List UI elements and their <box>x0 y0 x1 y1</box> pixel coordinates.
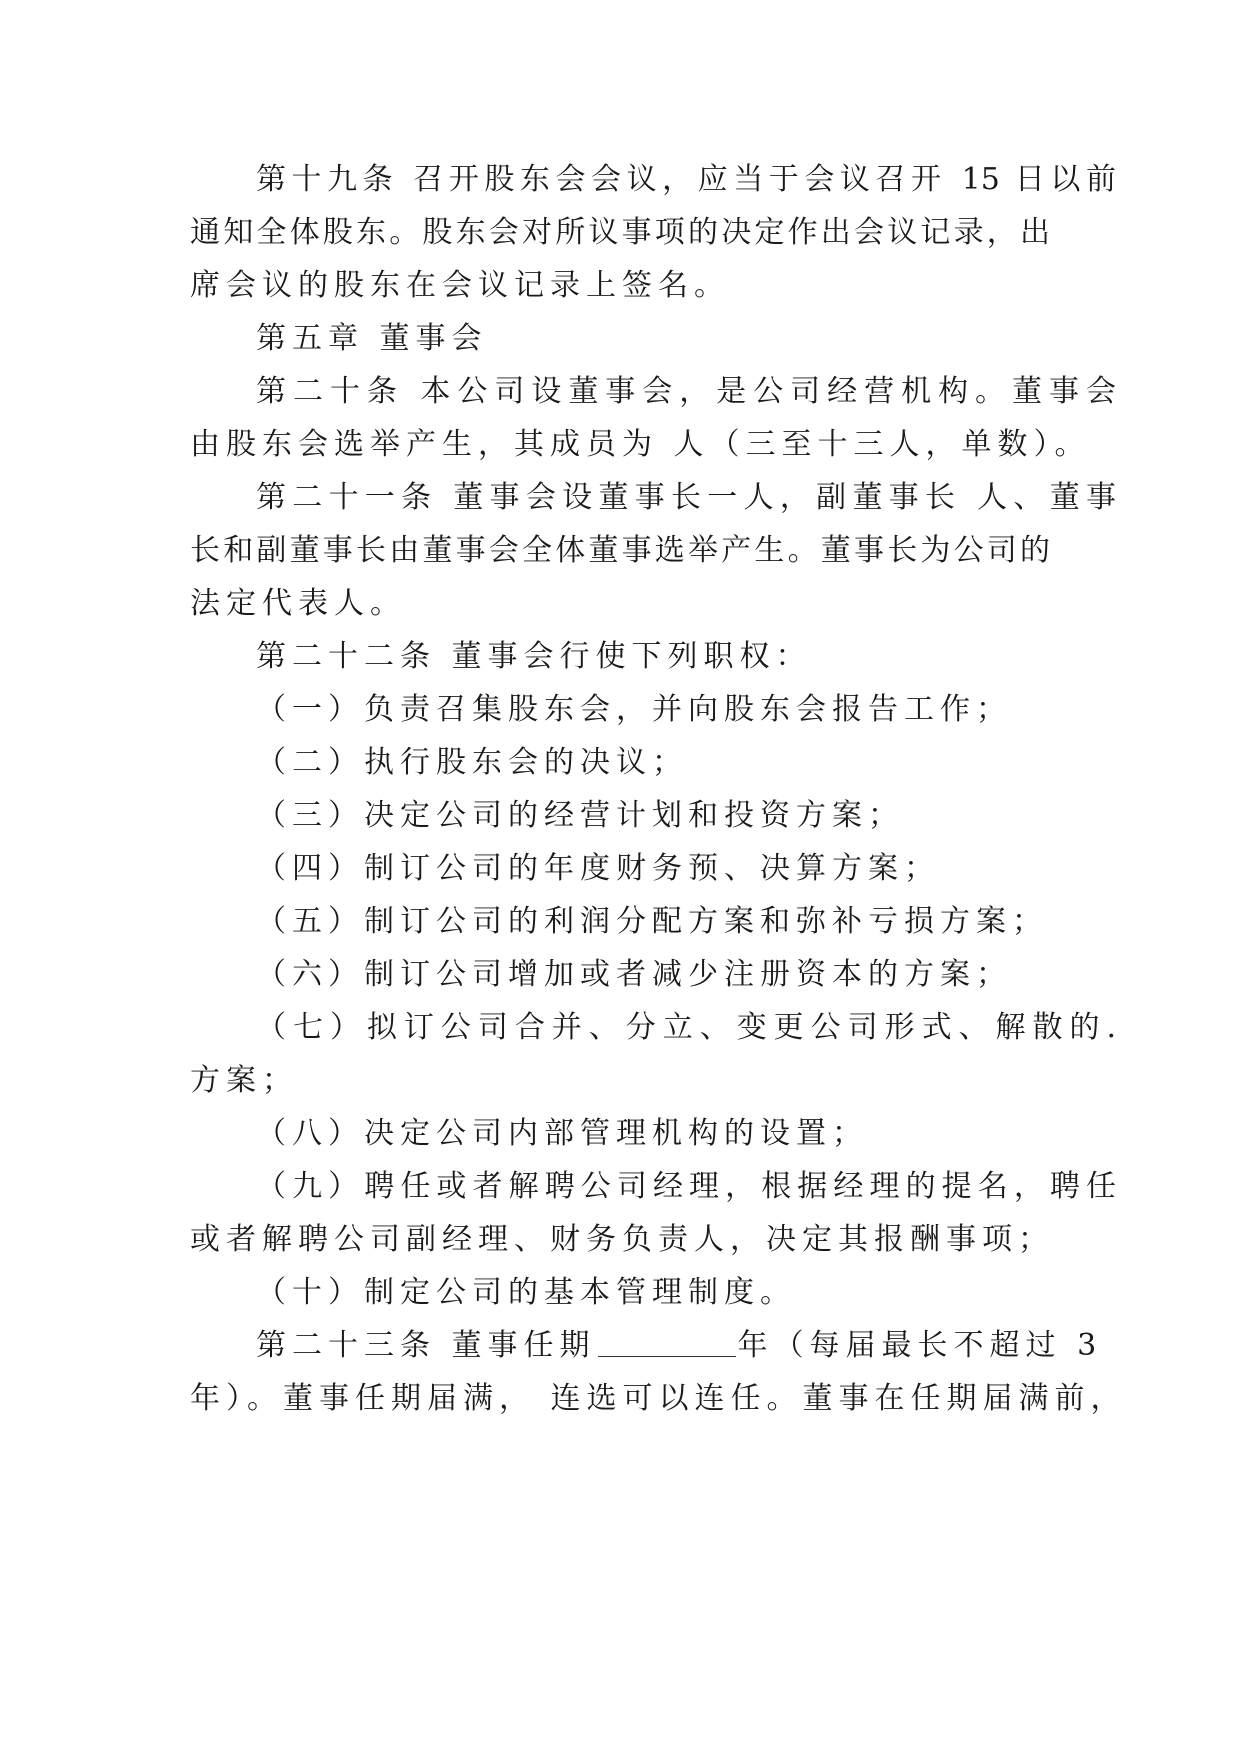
list-item-8: （八）决定公司内部管理机构的设置； <box>256 1116 868 1151</box>
list-item-4: （四）制订公司的年度财务预、决算方案； <box>256 851 940 886</box>
list-item-7-line-1: （七）拟订公司合并、分立、变更公司形式、解散的. <box>256 1010 1116 1045</box>
article-19-line-2: 通知全体股东。股东会对所议事项的决定作出会议记录，出 <box>190 215 1050 250</box>
article-21-line-3: 法定代表人。 <box>190 586 406 621</box>
list-item-10: （十）制定公司的基本管理制度。 <box>256 1275 796 1310</box>
article-19-line-3: 席会议的股东在会议记录上签名。 <box>190 268 730 303</box>
article-21-line-1: 第二十一条 董事会设董事长一人，副董事长 人、董事 <box>256 480 1116 515</box>
article-23-text-end: 年（每届最长不超过 3 <box>737 1328 1103 1363</box>
article-23-text-start: 第二十三条 董事任期 <box>256 1328 596 1363</box>
list-item-3: （三）决定公司的经营计划和投资方案； <box>256 798 904 833</box>
list-item-6: （六）制订公司增加或者减少注册资本的方案； <box>256 957 1012 992</box>
article-23-line-1 <box>190 1326 1116 1366</box>
article-20-line-2: 由股东会选举产生，其成员为 人（三至十三人，单数）。 <box>190 427 1091 462</box>
list-item-9-line-2: 或者解聘公司副经理、财务负责人，决定其报酬事项； <box>190 1222 1054 1257</box>
article-19-line-1: 第十九条 召开股东会会议，应当于会议召开 15 日以前 <box>256 162 1116 197</box>
article-22-heading: 第二十二条 董事会行使下列职权： <box>256 639 812 674</box>
chapter-5-heading: 第五章 董事会 <box>256 321 488 356</box>
term-years-blank <box>598 1328 736 1357</box>
article-23-line-2: 年）。董事任期届满， 连选可以连任。董事在任期届满前， <box>190 1381 1127 1416</box>
article-21-line-2: 长和副董事长由董事会全体董事选举产生。董事长为公司的 <box>190 533 1050 568</box>
list-item-1: （一）负责召集股东会，并向股东会报告工作； <box>256 692 1012 727</box>
article-20-line-1: 第二十条 本公司设董事会，是公司经营机构。董事会 <box>256 374 1116 409</box>
list-item-5: （五）制订公司的利润分配方案和弥补亏损方案； <box>256 904 1048 939</box>
list-item-2: （二）执行股东会的决议； <box>256 745 688 780</box>
list-item-9-line-1: （九）聘任或者解聘公司经理，根据经理的提名，聘任 <box>256 1169 1116 1204</box>
list-item-7-line-2: 方案； <box>190 1063 298 1098</box>
